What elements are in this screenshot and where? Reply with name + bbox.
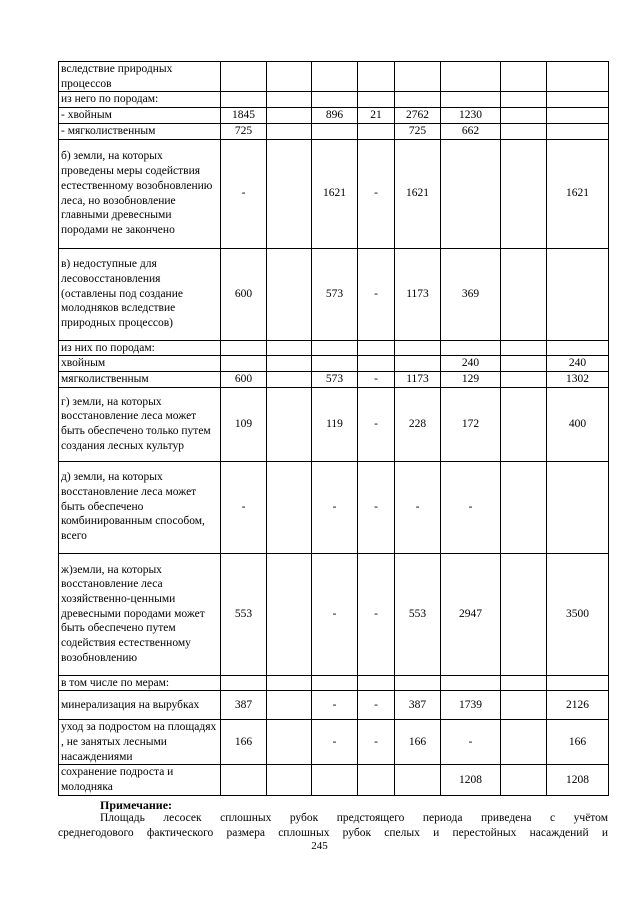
table-cell: -	[358, 553, 395, 675]
table-cell	[312, 92, 358, 108]
table-cell	[267, 340, 312, 356]
table-cell	[441, 340, 501, 356]
table-cell: 1621	[547, 139, 609, 248]
table-cell: 662	[441, 123, 501, 139]
table-cell: -	[221, 461, 267, 553]
table-row	[59, 765, 609, 795]
table-row	[59, 123, 609, 139]
table-cell: -	[221, 139, 267, 248]
table-row	[59, 108, 609, 124]
table-cell: 573	[312, 371, 358, 387]
table-cell: 896	[312, 108, 358, 124]
table-cell	[221, 340, 267, 356]
table-cell: -	[358, 248, 395, 340]
row-label: - мягколиственным	[59, 123, 221, 139]
table-cell	[312, 123, 358, 139]
row-label: в) недоступные для лесовосстановления (оставлены под создание молодняков вследствие природных процессов)	[59, 248, 221, 340]
table-cell	[547, 340, 609, 356]
table-cell: 109	[221, 387, 267, 461]
table-cell: 2947	[441, 553, 501, 675]
table-cell	[395, 62, 441, 92]
table-cell	[358, 356, 395, 372]
table-cell: 1845	[221, 108, 267, 124]
table-cell: 1739	[441, 691, 501, 720]
table-cell: 166	[221, 720, 267, 765]
table-cell	[267, 720, 312, 765]
row-label: д) земли, на которых восстановление леса может быть обеспечено комбинированным способом, всего	[59, 461, 221, 553]
table-cell	[501, 356, 547, 372]
table-cell	[221, 675, 267, 691]
table-cell: -	[358, 691, 395, 720]
table-cell	[221, 765, 267, 795]
table-cell	[501, 62, 547, 92]
table-cell: 369	[441, 248, 501, 340]
table-cell	[441, 62, 501, 92]
table-cell: 21	[358, 108, 395, 124]
table-cell	[267, 123, 312, 139]
row-label: сохранение подроста и молодняка	[59, 765, 221, 795]
row-label: вследствие природных процессов	[59, 62, 221, 92]
table-cell	[547, 108, 609, 124]
table-cell	[267, 356, 312, 372]
table-cell	[501, 371, 547, 387]
table-cell: 553	[395, 553, 441, 675]
table-cell	[501, 675, 547, 691]
table-cell	[501, 340, 547, 356]
table-cell: 725	[221, 123, 267, 139]
table-cell: -	[358, 720, 395, 765]
table-cell: 1302	[547, 371, 609, 387]
table-cell: 240	[547, 356, 609, 372]
table-cell: -	[358, 387, 395, 461]
table-row	[59, 340, 609, 356]
table-body	[59, 62, 609, 796]
table-row	[59, 553, 609, 675]
table-cell	[358, 765, 395, 795]
table-row	[59, 371, 609, 387]
table-row	[59, 356, 609, 372]
row-label: мягколиственным	[59, 371, 221, 387]
table-row	[59, 387, 609, 461]
table-cell: 2126	[547, 691, 609, 720]
table-cell	[312, 340, 358, 356]
table-cell	[501, 387, 547, 461]
table-cell: -	[312, 691, 358, 720]
table-cell	[547, 92, 609, 108]
table-cell	[312, 62, 358, 92]
table-cell	[501, 248, 547, 340]
table-cell	[441, 92, 501, 108]
table-cell	[312, 765, 358, 795]
table-cell: 400	[547, 387, 609, 461]
row-label: из них по породам:	[59, 340, 221, 356]
row-label: в том числе по мерам:	[59, 675, 221, 691]
table-row	[59, 675, 609, 691]
table-cell	[395, 340, 441, 356]
table-cell	[501, 461, 547, 553]
table-cell	[547, 248, 609, 340]
table-cell	[221, 356, 267, 372]
row-label: хвойным	[59, 356, 221, 372]
row-label: - хвойным	[59, 108, 221, 124]
table-cell	[501, 691, 547, 720]
table-cell	[501, 92, 547, 108]
table-cell	[441, 675, 501, 691]
table-cell: 600	[221, 248, 267, 340]
table-cell: 240	[441, 356, 501, 372]
table-row	[59, 92, 609, 108]
table-cell	[267, 553, 312, 675]
table-cell: 129	[441, 371, 501, 387]
table-cell: 1230	[441, 108, 501, 124]
table-cell	[501, 108, 547, 124]
table-cell	[221, 92, 267, 108]
table-row	[59, 139, 609, 248]
table-cell	[267, 461, 312, 553]
table-cell	[358, 340, 395, 356]
table-cell	[267, 139, 312, 248]
table-cell	[358, 92, 395, 108]
table-cell: 387	[395, 691, 441, 720]
table-cell	[358, 123, 395, 139]
table-cell: 553	[221, 553, 267, 675]
table-cell	[267, 62, 312, 92]
table-cell	[501, 765, 547, 795]
table-cell: -	[441, 720, 501, 765]
table-cell: 387	[221, 691, 267, 720]
table-cell	[267, 387, 312, 461]
table-cell	[501, 553, 547, 675]
table-cell	[358, 62, 395, 92]
row-label: уход за подростом на площадях , не занятых лесными насаждениями	[59, 720, 221, 765]
table-cell	[395, 765, 441, 795]
note-title: Примечание:	[100, 798, 173, 812]
table-cell: 1621	[395, 139, 441, 248]
row-label: г) земли, на которых восстановление леса может быть обеспечено только путем создания лесных культур	[59, 387, 221, 461]
table-cell	[395, 92, 441, 108]
table-cell	[267, 371, 312, 387]
forest-restoration-table	[58, 61, 609, 796]
table-cell	[501, 123, 547, 139]
row-label: ж)земли, на которых восстановление леса хозяйственно-ценными древесными породами может быть обеспечено путем содействия естественному возобновлению	[59, 553, 221, 675]
note-text-line-1: Площадь лесосек сплошных рубок предстоящего периода приведена с учётом	[100, 812, 608, 824]
table-cell: 166	[547, 720, 609, 765]
table-cell: -	[441, 461, 501, 553]
table-cell	[267, 248, 312, 340]
table-cell	[267, 675, 312, 691]
table-cell	[267, 108, 312, 124]
table-cell	[547, 461, 609, 553]
table-cell: -	[358, 371, 395, 387]
row-label: из него по породам:	[59, 92, 221, 108]
table-cell: -	[312, 461, 358, 553]
table-cell	[441, 139, 501, 248]
table-cell: -	[358, 139, 395, 248]
table-cell: -	[312, 720, 358, 765]
table-cell: -	[358, 461, 395, 553]
table-row	[59, 720, 609, 765]
table-cell: 600	[221, 371, 267, 387]
table-cell	[547, 123, 609, 139]
note-text-line-2: среднегодового фактического размера сплошных рубок спелых и перестойных насаждений и	[58, 827, 608, 839]
table-cell: 172	[441, 387, 501, 461]
table-cell: 1208	[441, 765, 501, 795]
table-cell	[358, 675, 395, 691]
table-cell	[547, 62, 609, 92]
table-cell: 1173	[395, 248, 441, 340]
table-cell: -	[312, 553, 358, 675]
table-cell: 2762	[395, 108, 441, 124]
row-label: минерализация на вырубках	[59, 691, 221, 720]
table-cell	[312, 356, 358, 372]
table-cell	[267, 691, 312, 720]
table-cell	[395, 675, 441, 691]
table-cell: 573	[312, 248, 358, 340]
table-cell: 228	[395, 387, 441, 461]
page-number: 245	[311, 840, 328, 852]
table-cell: 3500	[547, 553, 609, 675]
table-row	[59, 62, 609, 92]
table-cell	[267, 92, 312, 108]
row-label: б) земли, на которых проведены меры содействия естественному возобновлению леса, но возобновление главными древесными породами не закончено	[59, 139, 221, 248]
table-cell: 725	[395, 123, 441, 139]
table-row	[59, 461, 609, 553]
table-cell	[501, 720, 547, 765]
table-cell	[221, 62, 267, 92]
table-cell: 166	[395, 720, 441, 765]
table-cell	[547, 675, 609, 691]
table-cell: 119	[312, 387, 358, 461]
table-cell	[312, 675, 358, 691]
table-cell	[395, 356, 441, 372]
table-cell	[267, 765, 312, 795]
table-cell: -	[395, 461, 441, 553]
table-cell: 1173	[395, 371, 441, 387]
table-cell: 1621	[312, 139, 358, 248]
table-row	[59, 248, 609, 340]
table-cell	[501, 139, 547, 248]
table-cell: 1208	[547, 765, 609, 795]
table-row	[59, 691, 609, 720]
